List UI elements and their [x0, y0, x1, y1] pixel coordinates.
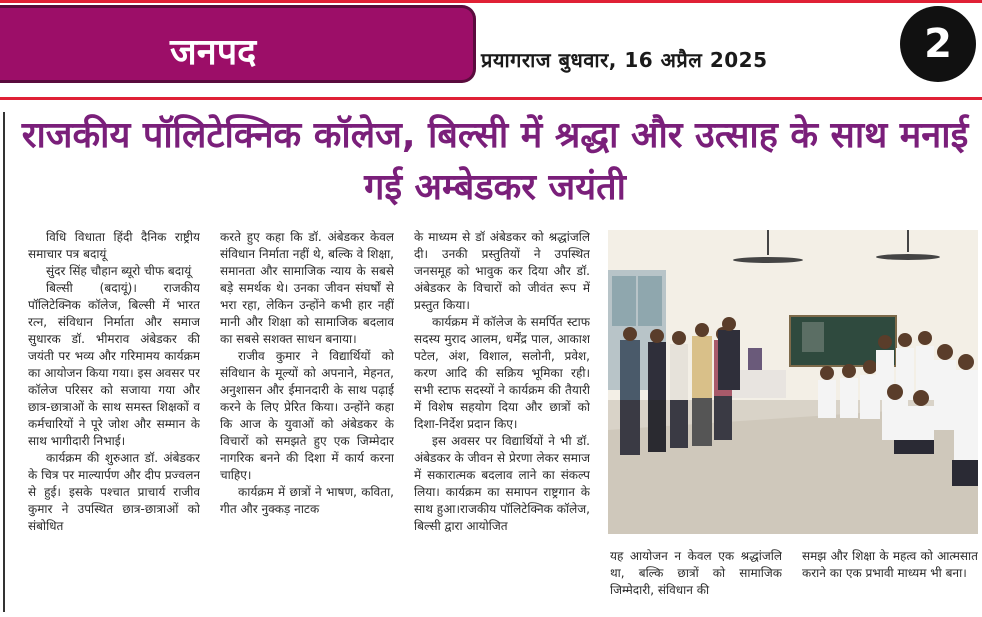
paragraph: के माध्यम से डॉ अंबेडकर को श्रद्धांजलि दी। उनकी प्रस्तुतियों ने उपस्थित जनसमूह को भावुक कर दिया और डॉ. अंबेडकर के विचारों को जीवंत रूप में प्रस्तुत किया। [414, 230, 590, 312]
paragraph: बिल्सी (बदायूं)। राजकीय पॉलिटेक्निक कॉलेज, बिल्सी में भारत रत्न, संविधान निर्माता और समाज सुधारक डॉ. भीमराव अंबेडकर की जयंती पर भव्य और गरिमामय कार्यक्रम का आयोजन किया गया। इस अवसर पर कॉलेज परिसर को सजाया गया और छात्र-छात्राओं के साथ समस्त शिक्षकों व कर्मचारियों ने पूरे जोश और सम्मान के साथ भागीदारी निभाई। [28, 281, 200, 448]
paragraph: यह आयोजन न केवल एक श्रद्धांजलि था, बल्कि छात्रों को सामाजिक जिम्मेदारी, संविधान की [610, 549, 782, 597]
paragraph: करते हुए कहा कि डॉ. अंबेडकर केवल संविधान निर्माता नहीं थे, बल्कि वे शिक्षा, समानता और सामाजिक न्याय के सबसे बड़े समर्थक थे। उनका जीवन संघर्षों से भरा रहा, लेकिन उन्होंने कभी हार नहीं मानी और शिक्षा को सामाजिक बदलाव का सबसे सशक्त साधन बनाया। [220, 230, 394, 346]
headline: राजकीय पॉलिटेक्निक कॉलेज, बिल्सी में श्रद्धा और उत्साह के साथ मनाई गई अम्बेडकर जयंती [21, 115, 969, 208]
article-column-1 [28, 229, 200, 615]
event-photo [608, 230, 978, 534]
article-column-5 [802, 548, 978, 614]
section-title: जनपद [170, 32, 257, 73]
paragraph: इस अवसर पर विद्यार्थियों ने भी डॉ. अंबेडकर के जीवन से प्रेरणा लेकर समाज में सकारात्मक बदलाव लाने का संकल्प लिया। कार्यक्रम का समापन राष्ट्रगान के साथ हुआ।राजकीय पॉलिटेक्निक कॉलेज, बिल्सी द्वारा आयोजित [414, 434, 590, 533]
page-number-badge: 2 [900, 6, 976, 82]
paragraph: कार्यक्रम की शुरुआत डॉ. अंबेडकर के चित्र पर माल्यार्पण और दीप प्रज्वलन से हुई। इसके पश्चात प्राचार्य राजीव कुमार ने उपस्थित छात्र-छात्राओं को संबोधित [28, 451, 200, 533]
article-column-3 [414, 229, 590, 615]
dateline: प्रयागराज बुधवार, 16 अप्रैल 2025 [481, 48, 768, 72]
author-line: सुंदर सिंह चौहान ब्यूरो चीफ बदायूं [46, 264, 192, 278]
article-column-2 [220, 229, 394, 615]
paragraph: समझ और शिक्षा के महत्व को आत्मसात कराने का एक प्रभावी माध्यम भी बना। [802, 549, 978, 580]
paragraph: राजीव कुमार ने विद्यार्थियों को संविधान के मूल्यों को अपनाने, मेहनत, अनुशासन और ईमानदारी के साथ पढ़ाई करने के लिए प्रेरित किया। उन्होंने कहा कि आज के युवाओं को अंबेडकर के विचारों को समझते हुए एक जिम्मेदार नागरिक बनने की दिशा में कार्य करना चाहिए। [220, 349, 394, 482]
article-column-4 [610, 548, 782, 614]
column-rule [3, 112, 5, 612]
byline: विधि विधाता हिंदी दैनिक राष्ट्रीय समाचार पत्र बदायूं [28, 230, 200, 261]
paragraph: कार्यक्रम में कॉलेज के समर्पित स्टाफ सदस्य मुराद आलम, धर्मेंद्र पाल, आकाश पटेल, अंश, विशाल, सलोनी, प्रवेश, करण आदि की सक्रिय भूमिका रही। सभी स्टाफ सदस्यों ने कार्यक्रम की तैयारी में विशेष सहयोग दिया और छात्रों को दिशा-निर्देश प्रदान किए। [414, 315, 590, 431]
paragraph: कार्यक्रम में छात्रों ने भाषण, कविता, गीत और नुक्कड़ नाटक [220, 485, 394, 516]
section-tab [0, 5, 476, 83]
